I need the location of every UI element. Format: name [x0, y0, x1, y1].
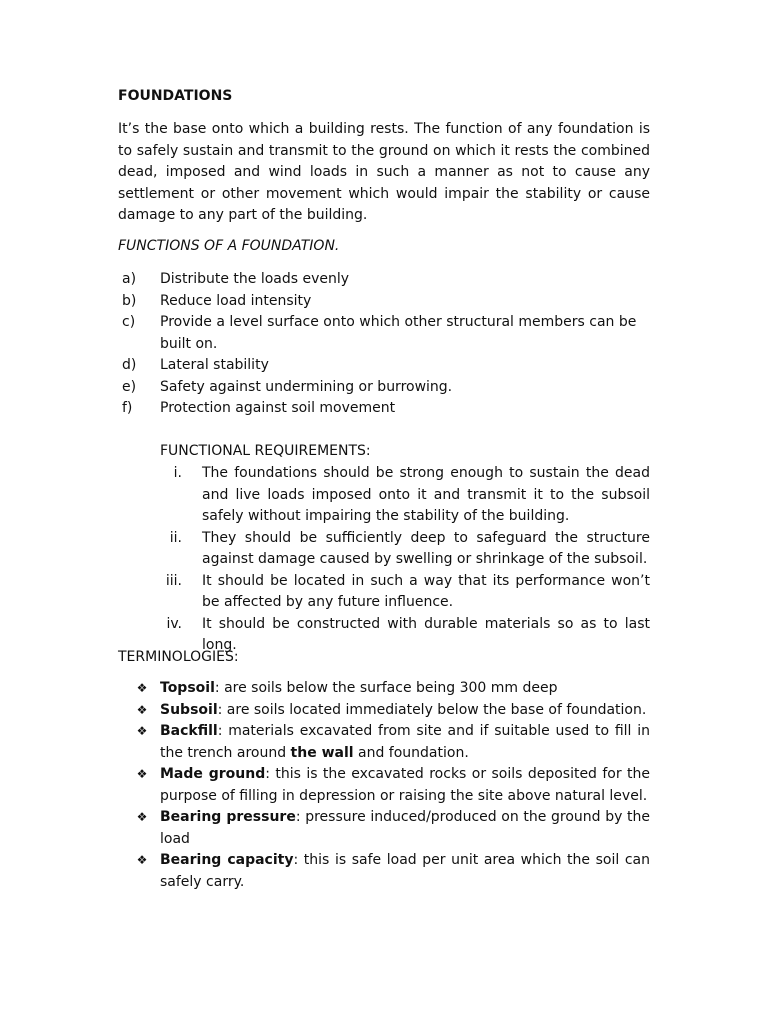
list-item: [160, 463, 650, 528]
list-item: [118, 807, 650, 850]
list-item-text: Lateral stability: [160, 357, 269, 373]
term-name: Topsoil: [160, 680, 215, 696]
list-item: [118, 700, 650, 722]
list-item-text: Protection against soil movement: [160, 400, 396, 416]
document-title: FOUNDATIONS: [118, 88, 233, 104]
term-definition: materials excavated from site and if suitable used to fill in the trench around: [160, 723, 650, 761]
term-emphasis: the wall: [290, 744, 354, 761]
term-separator: :: [265, 766, 276, 782]
terminologies-list: [118, 678, 650, 893]
diamond-bullet-icon: ❖: [136, 767, 148, 781]
list-item: [118, 764, 650, 807]
term-separator: :: [295, 809, 306, 825]
list-item: [118, 398, 650, 420]
list-marker: iii.: [165, 572, 182, 589]
list-marker: f): [122, 400, 133, 416]
list-item-text: Safety against undermining or burrowing.: [160, 378, 453, 395]
list-item-text: The foundations should be strong enough to sustain the dead and live loads imposed onto it and transmit it to the subsoil safely without impairing the stability of the building.: [202, 465, 650, 524]
list-item: [118, 377, 650, 399]
diamond-bullet-icon: ❖: [136, 724, 148, 738]
list-marker: iv.: [166, 615, 182, 632]
diamond-bullet-icon: ❖: [136, 702, 148, 717]
term-definition: this is the excavated rocks or soils deposited for the purpose of filling in depression or raising the site above natural level.: [160, 766, 650, 804]
list-item-text: Distribute the loads evenly: [160, 271, 350, 287]
requirements-list: [160, 463, 650, 657]
list-item: [118, 291, 650, 313]
list-item: [160, 571, 650, 614]
term-name: Subsoil: [160, 701, 218, 718]
term-definition: pressure induced/produced on the ground by the load: [160, 809, 650, 847]
functions-heading: FUNCTIONS OF A FOUNDATION.: [118, 238, 340, 254]
list-item: [118, 850, 650, 893]
list-item: [118, 312, 650, 355]
term-definition-end: and foundation.: [353, 744, 469, 761]
list-item-text: They should be sufficiently deep to safeguard the structure against damage caused by swelling or shrinkage of the subsoil.: [202, 529, 650, 567]
term-separator: :: [214, 680, 225, 696]
list-item-text: Reduce load intensity: [160, 292, 312, 309]
list-item: [160, 528, 650, 571]
term-name: Backfill: [160, 723, 218, 739]
terminologies-heading: TERMINOLOGIES:: [118, 649, 239, 665]
term-definition: are soils located immediately below the base of foundation.: [226, 701, 647, 718]
list-marker: c): [122, 314, 136, 330]
diamond-bullet-icon: ❖: [136, 853, 148, 867]
list-marker: d): [122, 357, 137, 373]
list-marker: i.: [173, 465, 182, 481]
list-marker: b): [122, 292, 137, 309]
diamond-bullet-icon: ❖: [136, 681, 148, 695]
diamond-bullet-icon: ❖: [136, 810, 148, 824]
term-name: Bearing pressure: [160, 809, 296, 825]
list-item-text: It should be located in such a way that its performance won’t be affected by any future influence.: [202, 572, 650, 610]
list-item: [118, 355, 650, 377]
list-item-text: It should be constructed with durable materials so as to last long.: [202, 615, 650, 653]
list-marker: e): [122, 378, 137, 395]
term-name: Bearing capacity: [160, 852, 294, 868]
list-item-text: Provide a level surface onto which other structural members can be built on.: [160, 314, 637, 352]
list-item: [118, 269, 650, 291]
functions-list: [118, 269, 650, 420]
list-marker: a): [122, 271, 137, 287]
intro-paragraph: It’s the base onto which a building rests. The function of any foundation is to safely sustain and transmit to the ground on which it rests the combined dead, imposed and wind loads in such a manner as not to cause any settlement or other movement which would impair the stability or cause damage to any part of the building.: [118, 121, 650, 223]
term-separator: :: [217, 723, 229, 739]
list-marker: ii.: [169, 529, 182, 546]
term-definition: are soils below the surface being 300 mm deep: [224, 680, 558, 696]
term-separator: :: [293, 852, 304, 868]
requirements-heading: FUNCTIONAL REQUIREMENTS:: [160, 443, 371, 459]
term-separator: :: [217, 701, 227, 718]
list-item: [118, 721, 650, 764]
term-name: Made ground: [160, 766, 266, 782]
term-definition: this is safe load per unit area which the soil can safely carry.: [160, 852, 651, 890]
list-item: [118, 678, 650, 700]
